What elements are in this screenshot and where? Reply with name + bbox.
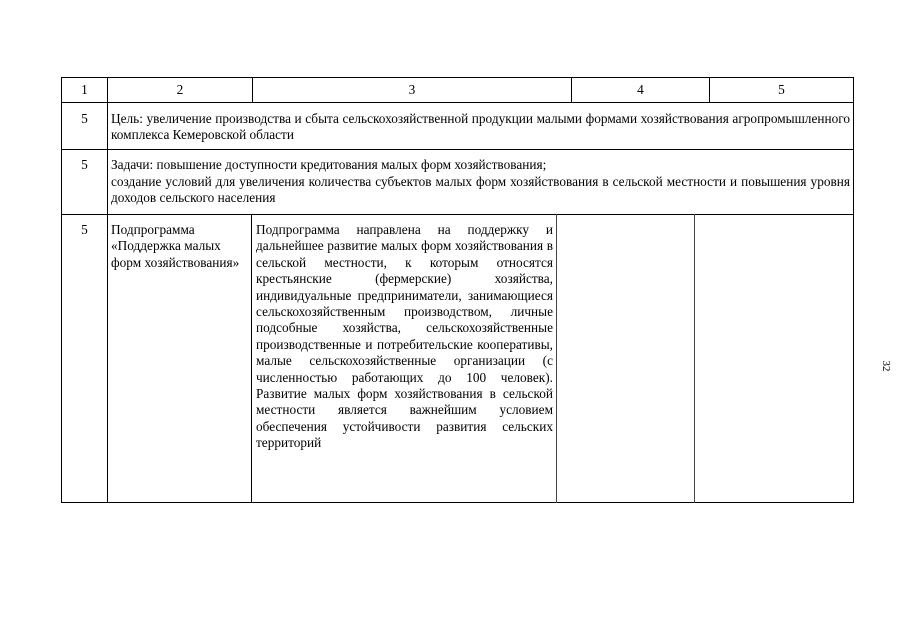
column-divider-1	[107, 77, 108, 503]
page-number: 32	[880, 360, 892, 372]
program-divider-3	[556, 214, 557, 503]
tasks-row-bottom-border	[61, 214, 854, 215]
header-col-4: 4	[637, 82, 644, 97]
table-bottom-border	[61, 502, 854, 503]
program-divider-2	[251, 214, 252, 503]
table-left-border	[61, 77, 62, 503]
program-divider-4	[694, 214, 695, 503]
header-col-5: 5	[778, 82, 785, 97]
program-row-description: Подпрограмма направлена на поддержку и дальнейшее развитие малых форм хозяйствования в сельской местности, к которым относятся крестьянские (фермерские) хозяйства, индивидуальные предприниматели, занимающиеся сельскохозяйственным производством, личные подсобные хозяйства, сельскохозяйственные производственные и потребительские кооперативы, малые сельскохозяйственные организации (с численностью работающих до 100 человек). Развитие малых форм хозяйствования в сельской местности является важнейшим условием обеспечения устойчивости развития сельских территорий	[256, 222, 553, 451]
goal-row-text: Цель: увеличение производства и сбыта сельскохозяйственной продукции малыми формами хозяйствования агропромышленного комплекса Кемеровской области	[111, 111, 850, 143]
program-row-number: 5	[81, 222, 88, 237]
header-col-2: 2	[176, 82, 184, 97]
goal-row-number: 5	[81, 111, 88, 126]
header-col-1: 1	[81, 82, 88, 97]
tasks-row-number: 5	[81, 157, 88, 172]
table-right-border	[853, 77, 854, 503]
header-row-bottom-border	[61, 102, 854, 103]
tasks-row-line-2: создание условий для увеличения количества субъектов малых форм хозяйствования в сельской местности и повышения уровня доходов сельского населения	[111, 174, 850, 206]
goal-row-bottom-border	[61, 149, 854, 150]
tasks-row-line-1: Задачи: повышение доступности кредитования малых форм хозяйствования;	[111, 157, 547, 172]
header-col-3: 3	[408, 82, 416, 97]
program-row-name: Подпрограмма «Поддержка малых форм хозяйствования»	[111, 222, 240, 270]
